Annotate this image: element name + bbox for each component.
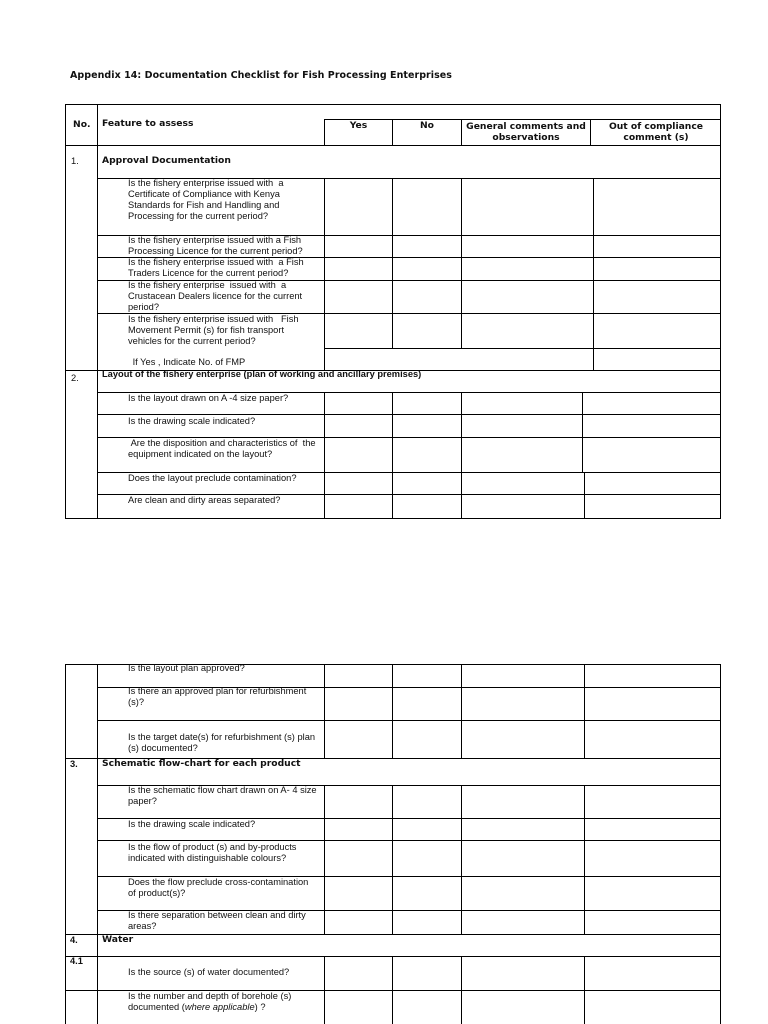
question-text: Is the drawing scale indicated? [128, 416, 256, 426]
section-number: 4.1 [70, 956, 83, 966]
section-title: Layout of the fishery enterprise (plan of working and ancillary premises) [102, 369, 422, 379]
question-text: Are the disposition and characteristics of the equipment indicated on the layout? [128, 438, 319, 459]
question-text: Is the target date(s) for refurbishment (s) plan (s) documented? [128, 732, 318, 753]
question-text: Is there separation between clean and dirty areas? [128, 910, 309, 931]
question-text: Is the layout drawn on A -4 size paper? [128, 393, 289, 403]
header-yes: Yes [349, 120, 368, 131]
question-text: Is the fishery enterprise issued with Fish Movement Permit (s) for fish transport vehicles for the current period? [128, 314, 302, 346]
question-text: Is the drawing scale indicated? [128, 819, 256, 829]
question-text: Is the schematic flow chart drawn on A- 4 size paper? [128, 785, 320, 806]
section-title: Approval Documentation [102, 155, 231, 166]
question-text: Are clean and dirty areas separated? [128, 495, 281, 505]
question-text: Does the flow preclude cross-contamination of product(s)? [128, 877, 311, 898]
header-feature: Feature to assess [102, 118, 194, 129]
question-text: Is the layout plan approved? [128, 663, 245, 673]
question-text: If Yes , Indicate No. of FMP [130, 357, 246, 367]
section-number: 1. [71, 156, 79, 166]
page-title: Appendix 14: Documentation Checklist for Fish Processing Enterprises [70, 70, 453, 81]
question-text-italic: where applicable [184, 1002, 255, 1012]
question-text: Is the fishery enterprise issued with a Fish Processing Licence for the current period? [128, 235, 304, 256]
question-text-part: Is the number and depth of borehole (s) documented ( [128, 991, 294, 1012]
question-text: Is the fishery enterprise issued with a Crustacean Dealers licence for the current period? [128, 280, 305, 312]
section-number: 2. [71, 373, 79, 383]
question-text: Does the layout preclude contamination? [128, 473, 297, 483]
section-title: Schematic flow-chart for each product [102, 758, 301, 769]
question-text [128, 991, 318, 1013]
section-number: 3. [70, 759, 78, 769]
question-text: Is there an approved plan for refurbishment (s)? [128, 686, 309, 707]
question-text: Is the fishery enterprise issued with a Certificate of Compliance with Kenya Standards for Fish and Handling and Processing for the current period? [128, 178, 287, 221]
question-text: Is the flow of product (s) and by-products indicated with distinguishable colours? [128, 842, 300, 863]
question-text: Is the source (s) of water documented? [128, 967, 290, 977]
header-no-col: No [419, 120, 434, 131]
header-no: No. [73, 119, 91, 130]
question-text: Is the fishery enterprise issued with a Fish Traders Licence for the current period? [128, 257, 307, 278]
section-number: 4. [70, 935, 78, 945]
header-out-of-compliance: Out of compliance comment (s) [608, 121, 707, 143]
question-text-part: ) ? [254, 1002, 266, 1012]
section-title: Water [102, 934, 134, 945]
header-general-comments: General comments and observations [466, 121, 590, 143]
